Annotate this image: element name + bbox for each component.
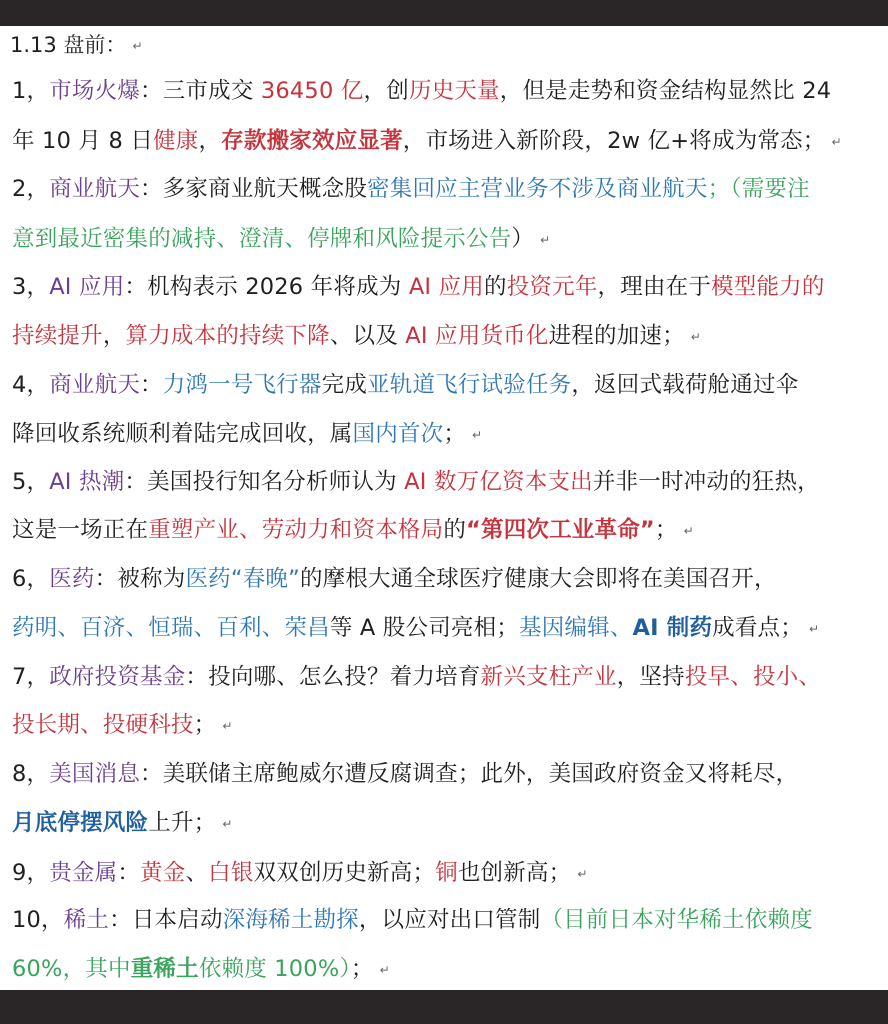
item-7-line-1 (12, 652, 882, 702)
text-run: ，返回式载荷舱通过伞 (571, 372, 799, 398)
text-run: 也创新高； (457, 860, 572, 886)
text-run: ： (94, 566, 118, 592)
text-run: ： (124, 469, 148, 495)
text-run: 完成 (321, 372, 368, 398)
pilcrow-icon: ↵ (808, 621, 820, 636)
text-run: 多家商业航天概念股 (162, 176, 368, 202)
text-run: 重稀土 (130, 956, 199, 982)
text-run: ： (185, 664, 209, 690)
text-run: ： (117, 860, 141, 886)
text-run: 美国投行知名分析师认为 (147, 469, 405, 495)
text-run: ： (140, 78, 163, 104)
item-5-line-2 (12, 505, 882, 555)
text-run: 60%，其中 (12, 956, 131, 982)
text-run: 等 A 股公司亮相； (329, 615, 520, 641)
pilcrow-icon: ↵ (132, 39, 143, 53)
text-run: 这是一场正在 (12, 517, 149, 543)
text-run: ，但是走势和资金结构显然比 24 (499, 78, 832, 104)
item-1-line-2 (12, 116, 882, 166)
text-run: ： (140, 372, 163, 398)
item-3-line-2 (12, 311, 882, 361)
text-run: 3， (12, 274, 50, 300)
text-run: 模型能力的 (711, 274, 825, 300)
text-run: 白银 (208, 860, 254, 886)
pilcrow-icon: ↵ (222, 816, 233, 831)
text-run: 医药“春晚” (185, 566, 300, 592)
item-1-topic: 市场火爆 (49, 78, 141, 104)
text-run: 1， (12, 78, 50, 104)
text-run: ； (350, 956, 374, 982)
text-run: 依赖度 100%） (198, 956, 351, 982)
text-run: 8， (12, 761, 50, 787)
text-run: 健康 (153, 128, 199, 154)
text-run: “第四次工业革命” (466, 517, 655, 543)
item-4-line-2 (12, 409, 882, 459)
text-run: ； (443, 421, 467, 447)
text-run: ） (511, 226, 535, 252)
text-run: AI 数万亿资本支出 (404, 469, 593, 495)
item-10-topic: 稀土 (63, 907, 110, 933)
text-run: 持续提升 (12, 323, 103, 349)
item-9-topic: 贵金属 (49, 860, 118, 886)
text-run: AI 制药 (632, 615, 713, 641)
item-7-line-2 (12, 700, 882, 750)
text-run: 5， (12, 469, 50, 495)
text-run: AI 应用货币化 (405, 323, 549, 349)
text-run: 成看点； (712, 615, 803, 641)
page-title (10, 30, 143, 61)
item-8-line-2 (12, 798, 882, 848)
text-run: ；（需要注 (707, 176, 810, 202)
text-run: 亚轨道飞行试验任务 (367, 372, 572, 398)
text-run: ，坚持 (616, 664, 685, 690)
text-run: 的摩根大通全球医疗健康大会即将在美国召开， (299, 566, 777, 592)
pilcrow-icon: ↵ (222, 718, 233, 733)
text-run: 药明、百济、恒瑞、百利、荣昌 (12, 615, 330, 641)
pilcrow-icon: ↵ (690, 329, 702, 344)
pilcrow-icon: ↵ (683, 523, 694, 538)
pilcrow-icon: ↵ (577, 866, 588, 881)
text-run: 、 (185, 860, 209, 886)
item-6-line-2 (12, 603, 882, 653)
item-3-topic: AI 应用 (49, 274, 125, 300)
text-run: 国内首次 (352, 421, 444, 447)
text-run: 并非一时冲动的狂热， (592, 469, 820, 495)
text-run: 2， (12, 176, 50, 202)
item-7-topic: 政府投资基金 (49, 664, 186, 690)
text-run: 的 (443, 517, 467, 543)
text-run: 9， (12, 860, 50, 886)
item-6-topic: 医药 (49, 566, 95, 592)
text-run: 新兴支柱产业 (480, 664, 617, 690)
text-run: ： (124, 274, 148, 300)
text-run: 投向哪、怎么投？着力培育 (208, 664, 481, 690)
item-2-line-2 (12, 214, 882, 264)
text-run: 黄金 (140, 860, 186, 886)
text-run: ，理由在于 (597, 274, 712, 300)
text-run: ， (102, 323, 126, 349)
text-run: ； (193, 712, 217, 738)
item-1-line-1 (12, 66, 882, 116)
text-run: 铜 (435, 860, 458, 886)
item-5-line-1 (12, 457, 882, 507)
text-run: 被称为 (117, 566, 186, 592)
text-run: ： (109, 907, 132, 933)
text-run: 4， (12, 372, 50, 398)
item-4-line-1 (12, 360, 882, 410)
item-6-line-1 (12, 554, 882, 604)
item-5-topic: AI 热潮 (49, 469, 125, 495)
text-run: 投资元年 (506, 274, 598, 300)
text-run: ，创 (363, 78, 409, 104)
item-2-topic: 商业航天 (49, 176, 141, 202)
text-run: 投长期、投硬科技 (12, 712, 194, 738)
text-run: 进程的加速； (548, 323, 685, 349)
text-run: 7， (12, 664, 50, 690)
text-run: ； (654, 517, 678, 543)
text-run: 算力成本的持续下降 (125, 323, 330, 349)
text-run: 降回收系统顺利着陆完成回收，属 (12, 421, 353, 447)
text-run: 年 10 月 8 日 (12, 128, 154, 154)
text-run: 美联储主席鲍威尔遭反腐调查；此外，美国政府资金又将耗尽， (162, 761, 799, 787)
text-run: ， (198, 128, 222, 154)
item-9-line-1 (12, 848, 882, 898)
text-run: 双双创历史新高； (253, 860, 436, 886)
text-run: 三市成交 (162, 78, 261, 104)
item-8-topic: 美国消息 (49, 761, 141, 787)
pilcrow-icon: ↵ (379, 962, 390, 977)
text-run: 上升； (148, 810, 217, 836)
text-run: 历史天量 (408, 78, 500, 104)
text-run: 力鸿一号飞行器 (162, 372, 322, 398)
text-run: 月底停摆风险 (12, 810, 149, 836)
text-run: 6， (12, 566, 50, 592)
text-run: ，市场进入新阶段，2w 亿+将成为常态； (402, 128, 826, 154)
text-run: 1.13 盘前： (10, 33, 127, 57)
document-page (0, 26, 888, 990)
item-8-line-1 (12, 749, 882, 799)
text-run: 存款搬家效应显著 (221, 128, 403, 154)
text-run: ： (140, 761, 163, 787)
text-run: 10， (12, 907, 64, 933)
item-10-line-1 (12, 895, 882, 945)
text-run: 的 (484, 274, 507, 300)
pilcrow-icon: ↵ (540, 232, 551, 247)
text-run: 投早、投小、 (684, 664, 822, 690)
text-run: 机构表示 2026 年将成为 (147, 274, 409, 300)
item-10-line-2 (12, 944, 882, 990)
text-run: 深海稀土勘探 (222, 907, 359, 933)
item-2-line-1 (12, 164, 882, 214)
text-run: （目前日本对华稀土依赖度 (540, 907, 813, 933)
text-run: 意到最近密集的减持、澄清、停牌和风险提示公告 (12, 226, 512, 252)
text-run: AI 应用 (408, 274, 485, 300)
text-run: ： (140, 176, 163, 202)
text-run: 、以及 (329, 323, 406, 349)
text-run: 日本启动 (131, 907, 223, 933)
text-run: 密集回应主营业务不涉及商业航天 (367, 176, 708, 202)
text-run: 重塑产业、劳动力和资本格局 (148, 517, 444, 543)
pilcrow-icon: ↵ (831, 134, 842, 149)
text-run: ，以应对出口管制 (358, 907, 541, 933)
item-4-topic: 商业航天 (49, 372, 141, 398)
bottom-dark-border (0, 990, 888, 1024)
pilcrow-icon: ↵ (472, 427, 483, 442)
text-run: 基因编辑、 (519, 615, 633, 641)
item-3-line-1 (12, 262, 882, 312)
turnover-value: 36450 亿 (260, 78, 364, 104)
top-dark-border (0, 0, 888, 26)
